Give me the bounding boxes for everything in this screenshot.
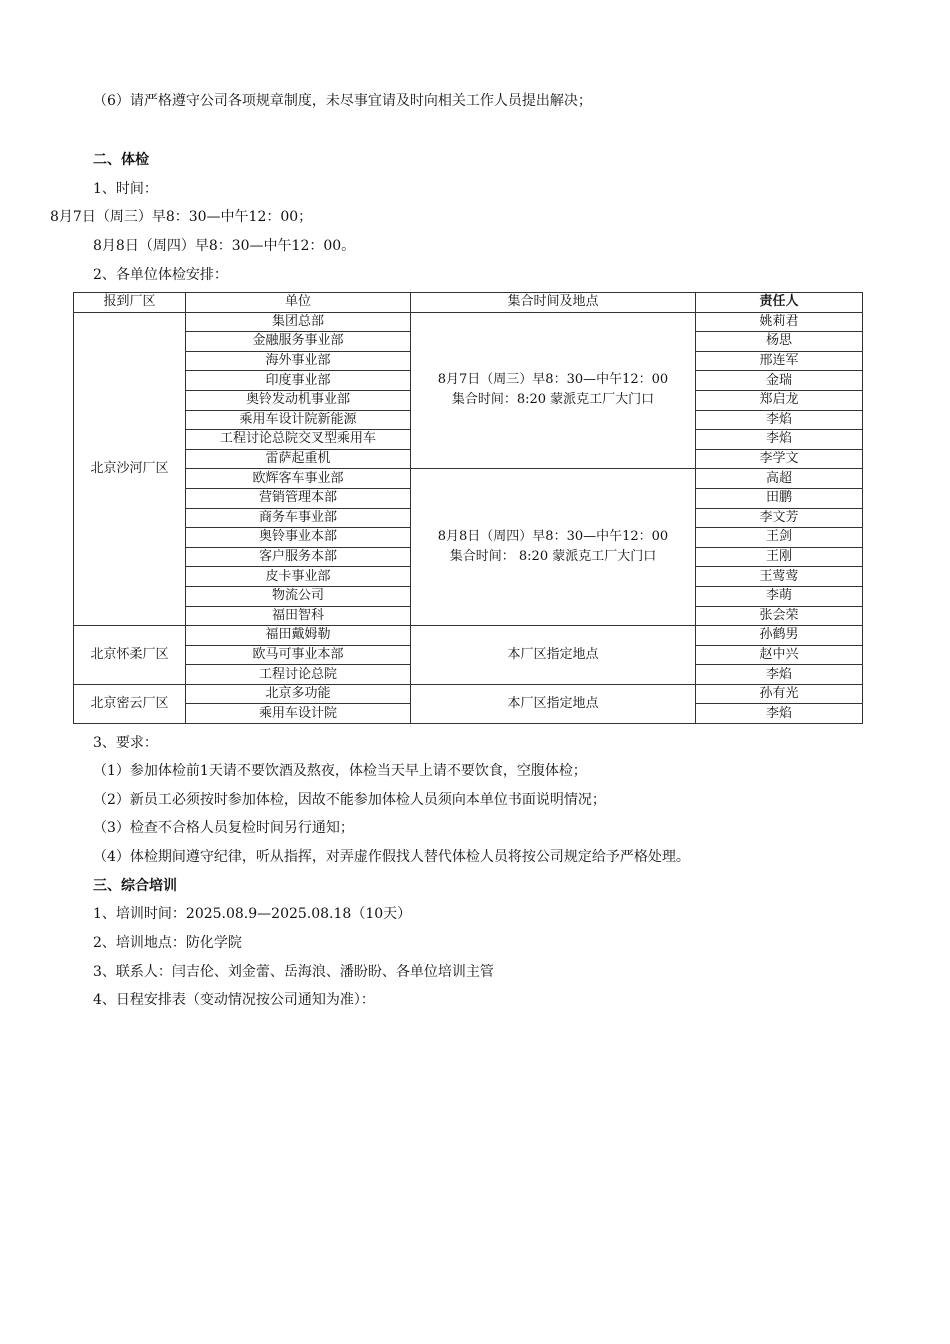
area-cell-miyun: 北京密云厂区 <box>74 684 186 723</box>
requirement-item: （2）新员工必须按时参加体检，因故不能参加体检人员须向本单位书面说明情况； <box>93 792 606 808</box>
time-place-cell-group3: 本厂区指定地点 <box>411 626 696 685</box>
time-place-cell-group2 <box>411 469 696 626</box>
unit-cell: 工程讨论总院交叉型乘用车 <box>186 430 411 450</box>
group2-place: 集合时间： 8:20 蒙派克工厂大门口 <box>449 549 657 565</box>
header-person: 责任人 <box>696 293 863 313</box>
person-cell: 高超 <box>696 469 863 489</box>
training-item: 4、日程安排表（变动情况按公司通知为准）： <box>93 992 375 1008</box>
person-cell: 张会荣 <box>696 606 863 626</box>
unit-cell: 营销管理本部 <box>186 488 411 508</box>
table-row <box>74 469 863 489</box>
person-cell: 李焰 <box>696 704 863 724</box>
person-cell: 郑启龙 <box>696 390 863 410</box>
person-cell: 金瑞 <box>696 371 863 391</box>
time-line-1: 8月7日（周三）早8：30—中午12：00； <box>50 209 313 225</box>
section-2-title: 二、体检 <box>93 152 149 168</box>
group1-time: 8月7日（周三）早8：30—中午12：00 <box>437 372 669 388</box>
unit-cell: 福田智科 <box>186 606 411 626</box>
unit-cell: 集团总部 <box>186 312 411 332</box>
section-3-title: 三、综合培训 <box>93 878 177 894</box>
time-line-2: 8月8日（周四）早8：30—中午12：00。 <box>93 238 356 254</box>
person-cell: 孙有光 <box>696 684 863 704</box>
area-cell-shahe: 北京沙河厂区 <box>74 312 186 626</box>
unit-cell: 北京多功能 <box>186 684 411 704</box>
header-time-place: 集合时间及地点 <box>411 293 696 313</box>
unit-cell: 物流公司 <box>186 586 411 606</box>
table-header-row <box>74 293 863 313</box>
requirement-item: （4）体检期间遵守纪律，听从指挥，对弄虚作假找人替代体检人员将按公司规定给予严格处理。 <box>93 849 690 865</box>
arrangement-label: 2、各单位体检安排： <box>93 267 228 283</box>
unit-cell: 皮卡事业部 <box>186 567 411 587</box>
person-cell: 李焰 <box>696 665 863 685</box>
area-cell-huairou: 北京怀柔厂区 <box>74 626 186 685</box>
unit-cell: 雷萨起重机 <box>186 449 411 469</box>
unit-cell: 工程讨论总院 <box>186 665 411 685</box>
exam-schedule-table <box>73 292 863 724</box>
person-cell: 姚莉君 <box>696 312 863 332</box>
time-place-cell-group4: 本厂区指定地点 <box>411 684 696 723</box>
person-cell: 田鹏 <box>696 488 863 508</box>
unit-cell: 客户服务本部 <box>186 547 411 567</box>
person-cell: 杨思 <box>696 332 863 352</box>
person-cell: 王莺莺 <box>696 567 863 587</box>
time-place-cell-group1 <box>411 312 696 469</box>
training-item: 2、培训地点：防化学院 <box>93 935 242 951</box>
unit-cell: 奥铃发动机事业部 <box>186 390 411 410</box>
person-cell: 李萌 <box>696 586 863 606</box>
person-cell: 王刚 <box>696 547 863 567</box>
training-item: 1、培训时间：2025.08.9—2025.08.18（10天） <box>93 906 412 922</box>
unit-cell: 奥铃事业本部 <box>186 528 411 548</box>
unit-cell: 乘用车设计院新能源 <box>186 410 411 430</box>
unit-cell: 欧马可事业本部 <box>186 645 411 665</box>
person-cell: 赵中兴 <box>696 645 863 665</box>
person-cell: 孙鹤男 <box>696 626 863 646</box>
person-cell: 李文芳 <box>696 508 863 528</box>
person-cell: 李学文 <box>696 449 863 469</box>
unit-cell: 金融服务事业部 <box>186 332 411 352</box>
person-cell: 邢连军 <box>696 351 863 371</box>
requirement-item: （1）参加体检前1天请不要饮酒及熬夜，体检当天早上请不要饮食，空腹体检； <box>93 763 587 779</box>
unit-cell: 海外事业部 <box>186 351 411 371</box>
time-label: 1、时间： <box>93 181 158 197</box>
person-cell: 王剑 <box>696 528 863 548</box>
unit-cell: 福田戴姆勒 <box>186 626 411 646</box>
unit-cell: 印度事业部 <box>186 371 411 391</box>
rule-6: （6）请严格遵守公司各项规章制度，未尽事宜请及时向相关工作人员提出解决； <box>93 93 592 109</box>
unit-cell: 欧辉客车事业部 <box>186 469 411 489</box>
requirements-label: 3、要求： <box>93 735 158 751</box>
unit-cell: 乘用车设计院 <box>186 704 411 724</box>
table-row <box>74 312 863 332</box>
table-row <box>74 626 863 646</box>
header-unit: 单位 <box>186 293 411 313</box>
unit-cell: 商务车事业部 <box>186 508 411 528</box>
group2-time: 8月8日（周四）早8：30—中午12：00 <box>437 529 669 545</box>
person-cell: 李焰 <box>696 430 863 450</box>
person-cell: 李焰 <box>696 410 863 430</box>
group1-place: 集合时间：8:20 蒙派克工厂大门口 <box>451 392 655 408</box>
training-item: 3、联系人：闫吉伦、刘金蕾、岳海浪、潘盼盼、各单位培训主管 <box>93 964 494 980</box>
requirement-item: （3）检查不合格人员复检时间另行通知； <box>93 820 354 836</box>
table-row <box>74 684 863 704</box>
header-area: 报到厂区 <box>74 293 186 313</box>
